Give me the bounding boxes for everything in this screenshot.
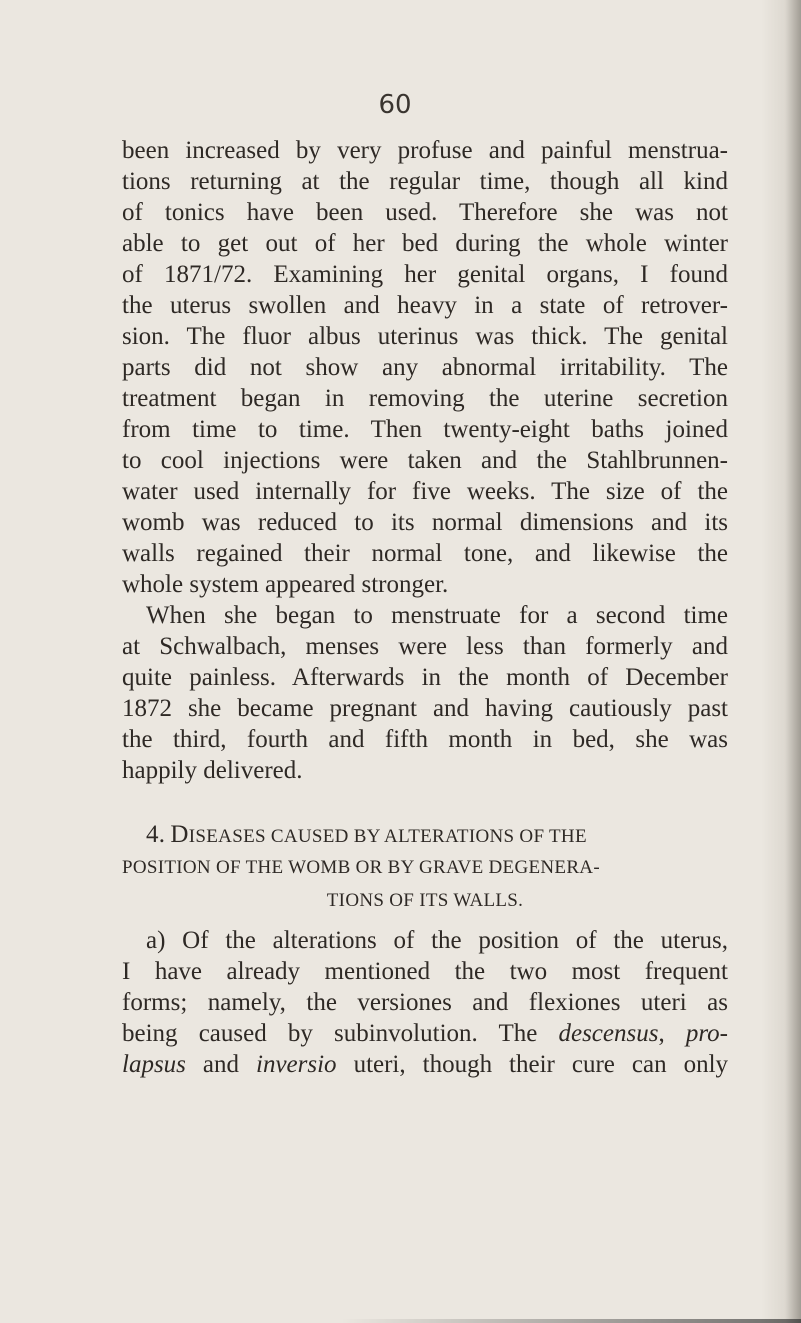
italic-term: descensus xyxy=(558,1020,659,1047)
heading-initial: D xyxy=(170,821,189,848)
text-line: to cool injections were taken and the Stahlbrunnen- xyxy=(122,447,728,474)
text-line: been increased by very profuse and painful menstrua- xyxy=(122,137,728,164)
text-line: at Schwalbach, menses were less than formerly and xyxy=(122,633,728,660)
text-line: a) Of the alterations of the position of the uterus, xyxy=(146,927,728,954)
text-line: walls regained their normal tone, and likewise the xyxy=(122,540,728,567)
text-line: able to get out of her bed during the whole winter xyxy=(122,230,728,257)
text-line: quite painless. Afterwards in the month of December xyxy=(122,664,728,691)
paragraph-2 xyxy=(122,600,728,786)
heading-line xyxy=(122,818,728,851)
page-edge-shadow xyxy=(761,0,801,1323)
text-line: When she began to menstruate for a second time xyxy=(146,602,728,629)
italic-term: pro- xyxy=(685,1020,729,1047)
section-heading xyxy=(122,818,728,917)
text-line: of tonics have been used. Therefore she was not xyxy=(122,199,728,226)
page-bottom-edge xyxy=(341,1319,801,1323)
text-line: water used internally for five weeks. The size of the xyxy=(122,478,728,505)
text-fragment: uteri, though their cure can only xyxy=(353,1051,729,1078)
text-fragment: being caused by subinvolution. The xyxy=(122,1020,538,1047)
text-line: treatment began in removing the uterine secretion xyxy=(122,385,728,412)
paragraph-1 xyxy=(122,135,728,600)
text-line xyxy=(122,1049,728,1080)
paragraph-3 xyxy=(122,925,728,1080)
heading-line: POSITION OF THE WOMB OR BY GRAVE DEGENERA- xyxy=(122,857,600,878)
text-line: the uterus swollen and heavy in a state of retrover- xyxy=(122,292,728,319)
text-line: from time to time. Then twenty-eight baths joined xyxy=(122,416,728,443)
text-fragment: and xyxy=(202,1051,240,1078)
text-line: whole system appeared stronger. xyxy=(122,571,449,598)
heading-text: ISEASES CAUSED BY ALTERATIONS OF THE xyxy=(188,826,587,847)
text-line: the third, fourth and fifth month in bed, she was xyxy=(122,726,728,753)
text-fragment: , xyxy=(658,1020,665,1047)
text-line: sion. The fluor albus uterinus was thick. The genital xyxy=(122,323,728,350)
page-number: 60 xyxy=(378,90,412,120)
text-line: happily delivered. xyxy=(122,757,303,784)
text-line: parts did not show any abnormal irritability. The xyxy=(122,354,728,381)
text-line: I have already mentioned the two most frequent xyxy=(122,958,728,985)
heading-line: TIONS OF ITS WALLS. xyxy=(326,890,524,911)
text-line xyxy=(122,1018,728,1049)
text-line: of 1871/72. Examining her genital organs, I found xyxy=(122,261,728,288)
italic-term: lapsus xyxy=(122,1051,186,1078)
heading-number: 4. xyxy=(146,821,166,848)
text-line: forms; namely, the versiones and flexiones uteri as xyxy=(122,989,728,1016)
italic-term: inversio xyxy=(256,1051,337,1078)
text-line: 1872 she became pregnant and having cautiously past xyxy=(122,695,728,722)
text-line: tions returning at the regular time, though all kind xyxy=(122,168,728,195)
text-line: womb was reduced to its normal dimensions and its xyxy=(122,509,728,536)
